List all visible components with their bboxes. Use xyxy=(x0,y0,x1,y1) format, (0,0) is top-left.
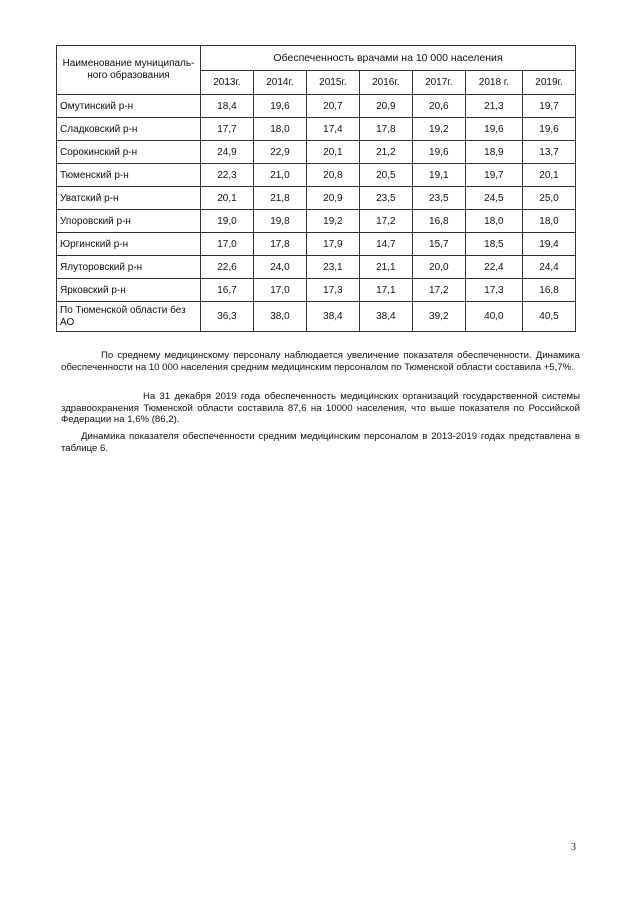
table-row xyxy=(57,118,576,141)
value-cell: 13,7 xyxy=(523,141,576,164)
value-cell: 20,1 xyxy=(201,187,254,210)
value-cell: 17,1 xyxy=(359,279,412,302)
municipality-name-cell: По Тюменской области без АО xyxy=(57,302,201,332)
value-cell: 23,5 xyxy=(412,187,465,210)
paragraph-nursing-staff: По среднему медицинскому персоналу наблюдается увеличение показателя обеспеченности. Динамика обеспеченности на 10 000 населения средним медицинским персоналом по Тюменской области составила +5,7%. xyxy=(61,350,580,373)
value-cell: 38,4 xyxy=(359,302,412,332)
table-row xyxy=(57,95,576,118)
value-cell: 19,1 xyxy=(412,164,465,187)
municipality-name-cell: Ялуторовский р-н xyxy=(57,256,201,279)
value-cell: 19,4 xyxy=(523,233,576,256)
table-row xyxy=(57,187,576,210)
page-number: 3 xyxy=(571,842,576,853)
value-cell: 25,0 xyxy=(523,187,576,210)
table-row xyxy=(57,164,576,187)
value-cell: 17,0 xyxy=(253,279,306,302)
value-cell: 20,5 xyxy=(359,164,412,187)
municipality-name-cell: Уватский р-н xyxy=(57,187,201,210)
value-cell: 38,0 xyxy=(253,302,306,332)
municipality-name-cell: Юргинский р-н xyxy=(57,233,201,256)
year-header: 2016г. xyxy=(359,71,412,95)
municipality-name-cell: Тюменский р-н xyxy=(57,164,201,187)
table-row xyxy=(57,302,576,332)
value-cell: 18,5 xyxy=(465,233,522,256)
table-row xyxy=(57,279,576,302)
value-cell: 23,5 xyxy=(359,187,412,210)
value-cell: 19,7 xyxy=(465,164,522,187)
value-cell: 21,2 xyxy=(359,141,412,164)
value-cell: 17,3 xyxy=(306,279,359,302)
value-cell: 16,8 xyxy=(412,210,465,233)
value-cell: 20,9 xyxy=(306,187,359,210)
value-cell: 18,4 xyxy=(201,95,254,118)
value-cell: 22,3 xyxy=(201,164,254,187)
paragraph-dynamics: Динамика показателя обеспеченности средним медицинским персоналом в 2013-2019 годах представлена в таблице 6. xyxy=(61,431,580,454)
value-cell: 19,2 xyxy=(306,210,359,233)
municipality-name-cell: Упоровский р-н xyxy=(57,210,201,233)
value-cell: 19,7 xyxy=(523,95,576,118)
year-header: 2015г. xyxy=(306,71,359,95)
value-cell: 21,1 xyxy=(359,256,412,279)
value-cell: 18,0 xyxy=(253,118,306,141)
doctors-coverage-table xyxy=(56,45,576,332)
year-header: 2013г. xyxy=(201,71,254,95)
value-cell: 21,8 xyxy=(253,187,306,210)
value-cell: 20,8 xyxy=(306,164,359,187)
value-cell: 20,9 xyxy=(359,95,412,118)
value-cell: 17,9 xyxy=(306,233,359,256)
value-cell: 16,7 xyxy=(201,279,254,302)
municipality-name-cell: Сорокинский р-н xyxy=(57,141,201,164)
table-header-row xyxy=(57,46,576,71)
value-cell: 16,8 xyxy=(523,279,576,302)
value-cell: 39,2 xyxy=(412,302,465,332)
value-cell: 19,6 xyxy=(412,141,465,164)
value-cell: 17,4 xyxy=(306,118,359,141)
municipality-name-cell: Ярковский р-н xyxy=(57,279,201,302)
municipality-name-cell: Сладковский р-н xyxy=(57,118,201,141)
value-cell: 17,8 xyxy=(253,233,306,256)
value-cell: 18,9 xyxy=(465,141,522,164)
year-header: 2019г. xyxy=(523,71,576,95)
year-header: 2014г. xyxy=(253,71,306,95)
year-header: 2018 г. xyxy=(465,71,522,95)
value-cell: 22,4 xyxy=(465,256,522,279)
value-cell: 20,7 xyxy=(306,95,359,118)
value-cell: 19,6 xyxy=(523,118,576,141)
value-cell: 24,4 xyxy=(523,256,576,279)
value-cell: 22,9 xyxy=(253,141,306,164)
coverage-group-header: Обеспеченность врачами на 10 000 населения xyxy=(201,46,576,71)
value-cell: 17,3 xyxy=(465,279,522,302)
value-cell: 15,7 xyxy=(412,233,465,256)
value-cell: 18,0 xyxy=(465,210,522,233)
table-row xyxy=(57,210,576,233)
value-cell: 19,8 xyxy=(253,210,306,233)
table-body xyxy=(57,95,576,332)
value-cell: 38,4 xyxy=(306,302,359,332)
paragraph-dec-2019: На 31 декабря 2019 года обеспеченность медицинских организаций государственной системы здравоохранения Тюменской области составила 87,6 на 10000 населения, что выше показателя по Российской Федерации на 1,6% (86,2). xyxy=(61,391,580,426)
municipality-column-header: Наименование муниципаль-ного образования xyxy=(57,46,201,95)
value-cell: 17,2 xyxy=(359,210,412,233)
value-cell: 36,3 xyxy=(201,302,254,332)
value-cell: 22,6 xyxy=(201,256,254,279)
value-cell: 24,9 xyxy=(201,141,254,164)
value-cell: 20,0 xyxy=(412,256,465,279)
value-cell: 14,7 xyxy=(359,233,412,256)
value-cell: 17,7 xyxy=(201,118,254,141)
value-cell: 21,3 xyxy=(465,95,522,118)
table-row xyxy=(57,141,576,164)
value-cell: 21,0 xyxy=(253,164,306,187)
value-cell: 18,0 xyxy=(523,210,576,233)
municipality-name-cell: Омутинский р-н xyxy=(57,95,201,118)
value-cell: 19,6 xyxy=(253,95,306,118)
value-cell: 24,0 xyxy=(253,256,306,279)
value-cell: 19,6 xyxy=(465,118,522,141)
value-cell: 17,8 xyxy=(359,118,412,141)
value-cell: 20,1 xyxy=(523,164,576,187)
value-cell: 24,5 xyxy=(465,187,522,210)
value-cell: 17,0 xyxy=(201,233,254,256)
value-cell: 19,2 xyxy=(412,118,465,141)
value-cell: 17,2 xyxy=(412,279,465,302)
value-cell: 23,1 xyxy=(306,256,359,279)
year-header: 2017г. xyxy=(412,71,465,95)
value-cell: 20,6 xyxy=(412,95,465,118)
table-row xyxy=(57,233,576,256)
value-cell: 40,0 xyxy=(465,302,522,332)
value-cell: 19,0 xyxy=(201,210,254,233)
table-row xyxy=(57,256,576,279)
value-cell: 40,5 xyxy=(523,302,576,332)
value-cell: 20,1 xyxy=(306,141,359,164)
